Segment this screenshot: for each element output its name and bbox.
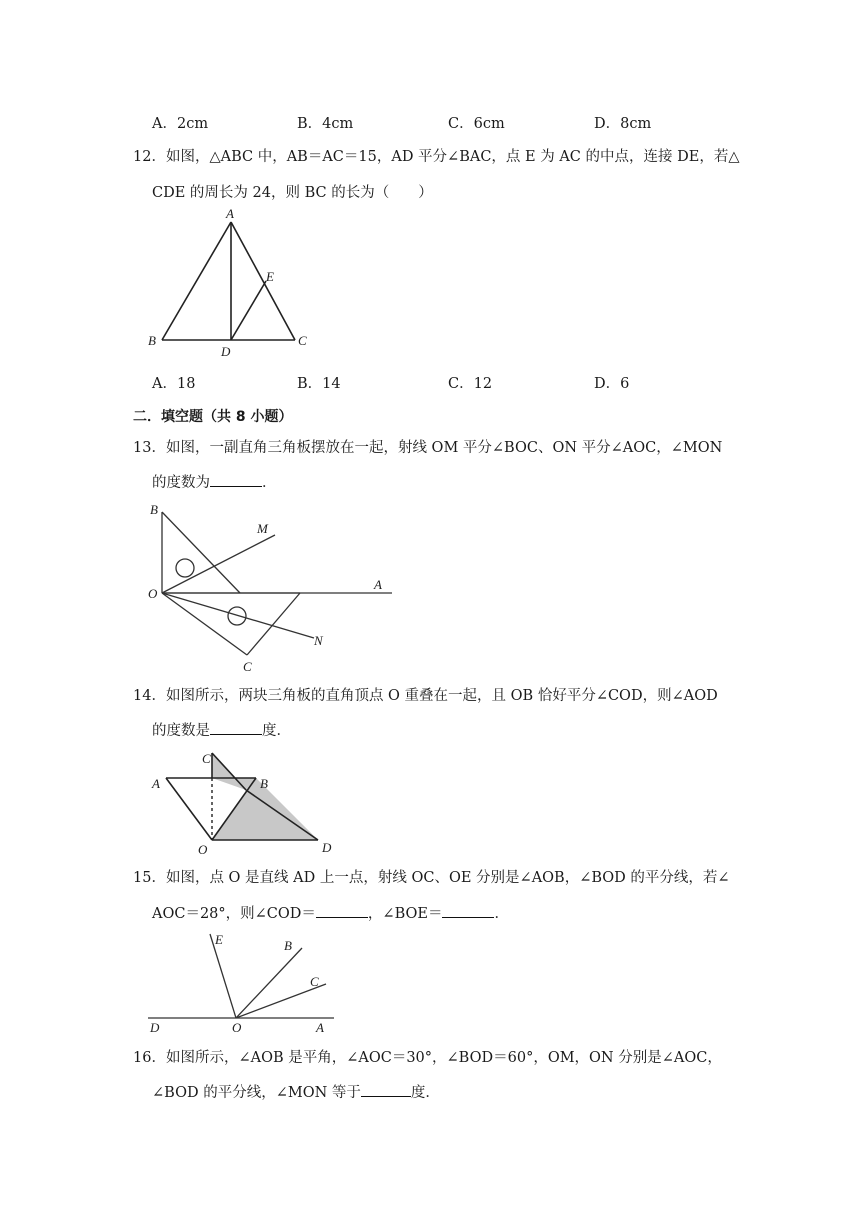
q12-label-a: A	[226, 206, 234, 221]
q15-label-o: O	[232, 1020, 242, 1035]
q13-label-a: A	[374, 577, 382, 592]
q15-text-pre: AOC＝28°，则∠COD＝	[152, 906, 316, 922]
q14-label-b: B	[260, 776, 268, 791]
q14-text-line1: 14．如图所示，两块三角板的直角顶点 O 重叠在一起，且 OB 恰好平分∠COD，则∠AOD	[133, 688, 718, 704]
q13-label-m: M	[257, 521, 268, 536]
q15-label-d: D	[150, 1020, 160, 1035]
q16-text-line1: 16．如图所示，∠AOB 是平角，∠AOC＝30°，∠BOD＝60°，OM，ON 分别是∠AOC，	[133, 1050, 722, 1066]
q15-text-line2	[152, 903, 509, 924]
q12-triangle-figure	[144, 204, 320, 360]
q13-label-o: O	[148, 586, 158, 601]
q16-text-line2	[152, 1082, 440, 1103]
q12-option-a: A．18	[152, 376, 196, 392]
q14-label-a: A	[152, 776, 160, 791]
q14-label-o: O	[198, 842, 208, 857]
q15-text-post: ．	[494, 906, 509, 922]
q15-text-line1: 15．如图，点 O 是直线 AD 上一点，射线 OC、OE 分别是∠AOB，∠BOD 的平分线，若∠	[133, 870, 730, 886]
q13-text-post: ．	[262, 475, 277, 491]
q11-option-b: B．4cm	[297, 116, 354, 132]
section-title: 二．填空题（共 8 小题）	[133, 409, 293, 425]
q13-set-square-figure	[142, 500, 398, 676]
q11-option-a: A．2cm	[152, 116, 209, 132]
q12-label-b: B	[148, 333, 156, 348]
q16-text-pre: ∠BOD 的平分线，∠MON 等于	[152, 1085, 361, 1101]
q13-text-line2	[152, 472, 277, 493]
q13-label-n: N	[314, 633, 323, 648]
q12-label-c: C	[298, 333, 307, 348]
q15-label-a: A	[316, 1020, 324, 1035]
q14-text-line2	[152, 720, 291, 741]
q13-answer-blank[interactable]	[210, 472, 262, 487]
q15-label-e: E	[215, 932, 223, 947]
q14-answer-blank[interactable]	[210, 720, 262, 735]
q15-label-b: B	[284, 938, 292, 953]
q15-boe-answer-blank[interactable]	[442, 903, 494, 918]
q12-option-d: D．6	[594, 376, 630, 392]
q12-option-c: C．12	[448, 376, 493, 392]
q11-option-d: D．8cm	[594, 116, 652, 132]
q14-set-square-figure	[146, 746, 336, 858]
q12-label-e: E	[266, 269, 274, 284]
q13-label-b: B	[150, 502, 158, 517]
q12-text-line1: 12．如图，△ABC 中，AB＝AC＝15，AD 平分∠BAC，点 E 为 AC 的中点，连接 DE，若△	[133, 149, 740, 165]
q12-label-d: D	[221, 344, 231, 359]
q12-text-line2: CDE 的周长为 24，则 BC 的长为（ ）	[152, 185, 433, 201]
q12-option-b: B．14	[297, 376, 341, 392]
q13-text-line1: 13．如图，一副直角三角板摆放在一起，射线 OM 平分∠BOC、ON 平分∠AOC，∠MON	[133, 440, 723, 456]
q16-answer-blank[interactable]	[361, 1082, 411, 1097]
q15-text-mid: ，∠BOE＝	[367, 906, 443, 922]
q15-ray-figure	[144, 928, 340, 1036]
q15-cod-answer-blank[interactable]	[316, 903, 368, 918]
q11-option-c: C．6cm	[448, 116, 505, 132]
q14-label-d: D	[322, 840, 332, 855]
q14-text-pre: 的度数是	[152, 723, 210, 739]
q14-label-c: C	[202, 751, 211, 766]
q14-text-post: 度．	[262, 723, 291, 739]
q13-label-c: C	[243, 659, 252, 674]
q13-text-pre: 的度数为	[152, 475, 210, 491]
q15-label-c: C	[310, 974, 319, 989]
q16-text-post: 度．	[410, 1085, 440, 1101]
